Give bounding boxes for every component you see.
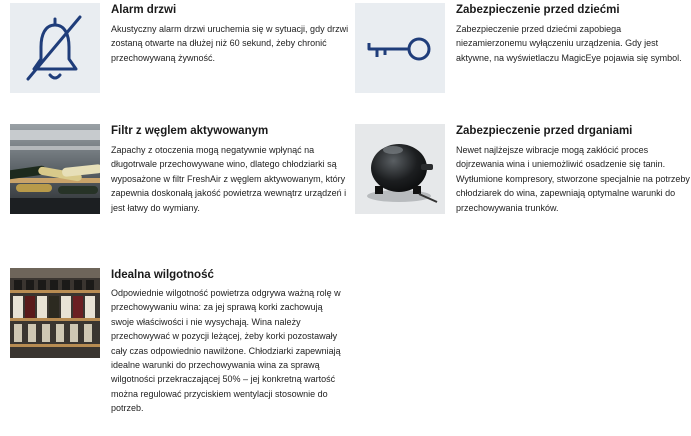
wine-bottles-photo [10, 124, 100, 214]
feature-description: Odpowiednie wilgotność powietrza odgrywa ważną rolę w przechowywaniu wina: za jej sprawą korki zachowują swoje właściwości i nie wysychają. Wina należy przechowywać w pozycji leżącej, żeby korki pozostawały cały czas odpowiednio nawilżone. Chłodziarki zapewniają idealne warunki do przechowywania wina za sprawą wilgotności przekraczającej 50% – jej konkretną wartość można regulować przyciskiem wentylacji stosownie do potrzeb. [111, 288, 341, 414]
feature-title: Zabezpieczenie przed drganiami [456, 125, 633, 137]
door-alarm-bell-icon [10, 3, 100, 93]
feature-title: Filtr z węglem aktywowanym [111, 125, 269, 137]
compressor-photo [355, 124, 445, 214]
child-lock-key-icon [355, 3, 445, 93]
feature-title: Idealna wilgotność [111, 269, 214, 281]
wine-rack-photo [10, 268, 100, 358]
feature-description: Zabezpieczenie przed dziećmi zapobiega niezamierzonemu wyłączeniu urządzenia. Gdy jest aktywne, na wyświetlaczu MagicEye pojawia się symbol. [456, 24, 682, 63]
feature-description: Akustyczny alarm drzwi uruchemia się w sytuacji, gdy drzwi zostaną otwarte na dłużej niż 60 sekund, żeby chronić przechowywaną żywność. [111, 24, 349, 63]
feature-description: Newet najlżejsze wibracje mogą zakłócić proces dojrzewania wina i uniemożliwić osadzenie się tanin. Wytłumione kompresory, stworzone specjalnie na potrzeby chłodziarek do wina, zapewniają optymalne warunki do przechowywania trunków. [456, 145, 690, 213]
feature-title: Zabezpieczenie przed dziećmi [456, 4, 620, 16]
feature-title: Alarm drzwi [111, 4, 177, 16]
feature-description: Zapachy z otoczenia mogą negatywnie wpłynąć na długotrwale przechowywane wino, dlatego chłodziarki są wyposażone w filtr FreshAir z węglem aktywowanym, który zapewnia doskonałą jakość powietrza wewnątrz urządzeń i jest łatwy do wymiany. [111, 145, 347, 213]
